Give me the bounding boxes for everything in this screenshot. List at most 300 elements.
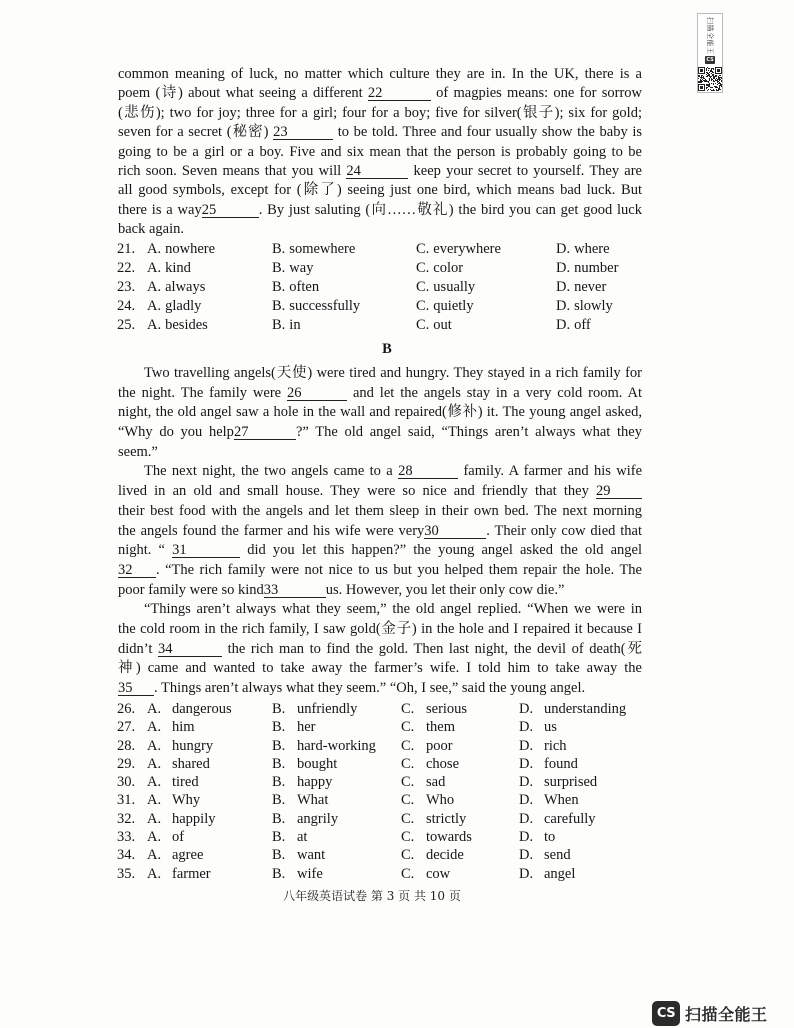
question-option-row [118,316,642,335]
option-letter: A. [147,792,162,809]
option-letter: D. [519,792,534,809]
option-a [147,846,203,864]
option-letter: B. [272,755,286,772]
option-text: always [165,278,206,295]
option-text: successfully [289,297,361,314]
question-option-row [118,737,642,755]
question-option-row [118,240,642,259]
option-c [401,773,445,791]
text-segment: “Things aren’t always what they seem,” the old angel replied. “When we were in [144,601,642,618]
option-c [416,240,501,259]
option-a [147,240,215,259]
option-letter: A. [147,240,162,257]
passage-b-paragraph [118,600,642,698]
passage-b-paragraph [118,364,642,462]
blank-23: 23 [273,125,333,140]
option-letter: D. [556,316,571,333]
option-d [519,865,575,883]
option-text: in [289,316,301,333]
passage-b [118,364,642,699]
option-b [272,828,307,846]
text-segment: seven for a secret (秘密) [118,124,274,141]
option-text: strictly [426,810,467,827]
question-option-row [118,828,642,846]
text-segment: there is a way [118,201,202,218]
option-c [401,865,450,883]
option-text: happy [297,774,333,791]
option-letter: B. [272,701,286,717]
option-letter: B. [272,847,286,864]
option-a [147,316,208,335]
option-text: tired [172,774,199,791]
question-option-row [118,810,642,828]
option-text: sad [426,774,446,791]
text-segment: . “The rich family were not nice to us but you helped them repair the hole. The [156,561,642,578]
option-b [272,718,316,736]
option-d [519,773,597,791]
option-b [272,791,328,809]
option-letter: D. [556,278,571,295]
passage-a-line [118,201,642,220]
option-text: everywhere [433,240,501,257]
option-a [147,297,201,316]
option-letter: D. [519,719,534,736]
question-option-row [118,773,642,791]
passage-b-line [118,423,642,443]
option-letter: C. [416,259,430,276]
option-a [147,791,200,809]
passage-b-line [118,384,642,404]
text-segment: (悲伤); two for joy; three for a girl; four for a boy; five for silver(银子); six for gold; [118,104,642,121]
option-text: kind [165,259,191,276]
option-text: hungry [172,737,214,754]
blank-35: 35 [118,681,154,696]
option-c [416,316,452,335]
option-letter: B. [272,865,286,882]
passage-b-line [118,522,642,542]
option-b [272,773,332,791]
passage-a-line [118,220,642,239]
passage-b-line [118,364,642,384]
blank-29: 29 [596,484,642,499]
page-footer: 八年级英语试卷 第 3 页 共 10 页 [283,889,461,903]
blank-34: 34 [158,642,222,657]
option-letter: A. [147,810,162,827]
text-segment: all good symbols, except for (除了) seeing just one bird, which means bad luck. But [118,182,642,199]
option-letter: D. [556,240,571,257]
option-b [272,737,376,755]
text-segment: night. “ [118,542,173,559]
option-letter: A. [147,829,162,846]
option-c [401,737,453,755]
blank-28: 28 [398,464,458,479]
option-c [401,791,454,809]
passage-b-line [118,659,642,679]
option-letter: C. [401,792,415,809]
passage-b-line [118,502,642,522]
text-segment: their best food with the angels and let them sleep in their own bed. The next morning [118,502,642,519]
option-text: hard-working [297,737,376,754]
option-text: cow [426,865,451,882]
option-text: slowly [574,297,613,314]
passage-a-line [118,162,642,181]
option-a [147,700,232,718]
option-b [272,846,325,864]
option-letter: C. [401,755,415,772]
question-number: 28. [117,737,136,754]
option-letter: B. [272,774,286,791]
option-text: number [574,259,619,276]
option-text: Who [426,792,455,809]
option-text: him [172,719,195,736]
text-segment: to be told. Three and four usually show the baby is [333,124,643,141]
question-option-row [118,755,642,773]
option-text: them [426,719,455,736]
question-number: 21. [117,240,136,257]
option-letter: C. [416,240,430,257]
passage-a-line [118,104,642,123]
option-letter: B. [272,240,286,257]
text-segment: poem (诗) about what seeing a different [118,85,368,102]
option-text: gladly [165,297,202,314]
option-letter: D. [519,701,534,717]
option-letter: D. [519,865,534,882]
question-number: 33. [117,829,136,846]
option-text: towards [426,829,472,846]
option-text: bought [297,755,338,772]
qr-modules [698,67,722,91]
option-c [401,846,464,864]
option-b [272,810,338,828]
scanner-logo-icon: CS [652,1001,680,1026]
text-segment: common meaning of luck, no matter which culture they are in. In the UK, there is a [118,66,642,82]
option-letter: A. [147,297,162,314]
option-letter: C. [416,316,430,333]
question-option-row [118,718,642,736]
option-letter: B. [272,792,286,809]
question-option-row [118,700,642,718]
option-letter: A. [147,774,162,791]
text-segment: the angels found the farmer and his wife were very [118,522,425,539]
text-segment: night, the old angel saw a hole in the wall and repaired(修补) it. The young angel asked, [118,404,642,421]
option-b [272,316,301,335]
option-letter: C. [416,297,430,314]
question-number: 22. [117,259,136,276]
text-segment: the cold room in the rich family, I saw gold(金子) in the hole and I repaired it because I [118,620,642,637]
option-d [556,297,613,316]
question-number: 25. [117,316,136,333]
text-segment: of magpies means: one for sorrow [430,85,642,102]
passage-b-line [118,403,642,423]
question-number: 32. [117,810,136,827]
option-text: When [544,792,579,809]
scanner-app-name: 扫描全能王 [685,1004,768,1024]
option-d [519,737,567,755]
option-text: us [544,719,557,736]
question-number: 29. [117,755,136,772]
option-text: out [433,316,452,333]
option-letter: B. [272,297,286,314]
text-segment: The next night, the two angels came to a [144,463,399,480]
question-number: 24. [117,297,136,314]
text-segment: Two travelling angels(天使) were tired and hungry. They stayed in a rich family for [144,365,642,381]
option-b [272,278,319,297]
option-text: agree [172,847,204,864]
text-segment: family. A farmer and his wife [458,463,643,480]
option-d [556,278,606,297]
option-text: at [297,829,308,846]
passage-a-line [118,181,642,200]
option-letter: D. [519,737,534,754]
option-a [147,828,184,846]
scanner-watermark [652,1000,768,1026]
option-letter: C. [416,278,430,295]
option-letter: A. [147,755,162,772]
blank-32: 32 [118,563,156,578]
option-d [519,810,596,828]
option-letter: B. [272,259,286,276]
option-a [147,259,191,278]
option-text: where [574,240,610,257]
option-text: What [297,792,329,809]
option-letter: C. [401,865,415,882]
question-option-row [118,791,642,809]
option-d [519,755,578,773]
passage-b-line [118,581,642,601]
question-number: 26. [117,701,136,717]
option-text: her [297,719,316,736]
option-letter: D. [519,774,534,791]
option-text: somewhere [289,240,356,257]
passage-a [118,65,642,240]
option-text: unfriendly [297,701,358,717]
passage-b-line [118,462,642,482]
text-segment: keep your secret to yourself. They are [408,162,642,179]
option-letter: A. [147,737,162,754]
option-a [147,737,213,755]
passage-a-line [118,123,642,142]
option-text: to [544,829,556,846]
passage-b-paragraph [118,462,642,600]
text-segment: and let the angels stay in a very cold room. At [347,384,643,401]
passage-b-line [118,541,642,561]
option-letter: D. [519,810,534,827]
option-b [272,259,313,278]
option-a [147,810,216,828]
option-letter: A. [147,316,162,333]
option-d [519,718,557,736]
option-letter: A. [147,719,162,736]
option-c [401,810,466,828]
option-d [519,846,571,864]
scanner-qr-strip [697,13,723,93]
question-number: 23. [117,278,136,295]
option-letter: D. [519,847,534,864]
option-b [272,700,357,718]
option-letter: B. [272,316,286,333]
text-segment: lived in an old and small house. They were so nice and friendly that they [118,483,596,500]
option-text: serious [426,701,468,717]
option-letter: B. [272,737,286,754]
option-text: often [289,278,320,295]
option-text: angrily [297,810,339,827]
option-letter: B. [272,278,286,295]
option-text: decide [426,847,464,864]
option-c [401,700,467,718]
option-text: dangerous [172,701,232,717]
option-text: carefully [544,810,596,827]
option-d [556,259,618,278]
option-a [147,718,195,736]
option-text: quietly [433,297,474,314]
options-21-25 [118,240,642,335]
option-text: poor [426,737,453,754]
option-b [272,755,337,773]
text-segment: the night. The family were [118,384,288,401]
option-text: off [574,316,591,333]
text-segment: . Things aren’t always what they seem.” “Oh, I see,” said the young angel. [154,680,586,696]
passage-b-line [118,620,642,640]
question-option-row [118,846,642,864]
qr-code [698,67,722,91]
option-c [401,755,459,773]
text-segment: did you let this happen?” the young angel asked the old angel [240,542,642,559]
option-letter: B. [272,810,286,827]
text-segment: seem.” [118,443,158,460]
blank-31: 31 [172,543,240,558]
blank-26: 26 [287,386,347,401]
option-letter: D. [556,259,571,276]
passage-b-line [118,679,642,699]
section-b-heading: B [382,341,392,357]
option-text: besides [165,316,208,333]
question-option-row [118,297,642,316]
text-segment: poor family were so kind [118,581,264,598]
text-segment: ?” The old angel said, “Things aren’t always what they [295,424,642,441]
option-a [147,773,199,791]
option-text: angel [544,865,576,882]
text-segment: 神) came and wanted to take away the farmer’s wife. I told him to take away the [118,660,642,677]
passage-a-line [118,84,642,103]
blank-30: 30 [424,524,486,539]
option-text: farmer [172,865,211,882]
text-segment: . By just saluting (向……敬礼) the bird you can get good luck [258,201,642,218]
text-segment: back again. [118,221,185,238]
passage-a-line [118,143,642,162]
option-c [401,718,455,736]
option-c [416,297,474,316]
blank-22: 22 [368,86,431,101]
option-text: color [433,259,464,276]
text-segment: us. However, you let their only cow die.” [325,581,565,598]
option-text: shared [172,755,210,772]
question-number: 35. [117,865,136,882]
passage-b-line [118,600,642,620]
options-26-35 [118,700,642,883]
text-segment: the rich man to find the gold. Then last night, the devil of death(死 [221,640,643,657]
option-text: send [544,847,571,864]
option-text: rich [544,737,567,754]
passage-a-line [118,65,642,84]
option-letter: B. [272,829,286,846]
option-d [519,700,626,718]
option-letter: A. [147,259,162,276]
passage-b-line [118,443,642,463]
option-a [147,755,210,773]
option-letter: D. [519,829,534,846]
passage-b-line [118,482,642,502]
text-segment: didn’t [118,640,158,657]
option-text: never [574,278,607,295]
option-letter: C. [401,737,415,754]
text-segment: rich soon. Seven means that you will [118,162,347,179]
question-option-row [118,278,642,297]
text-segment: going to be a girl or a boy. Five and six mean that the person is probably going to be [118,143,642,160]
option-d [519,791,579,809]
blank-33: 33 [264,583,326,598]
option-letter: C. [401,701,415,717]
option-letter: A. [147,278,162,295]
text-segment: . Their only cow died that [486,522,643,539]
question-number: 30. [117,774,136,791]
option-text: of [172,829,185,846]
option-letter: B. [272,719,286,736]
blank-24: 24 [346,164,408,179]
blank-25: 25 [202,203,259,218]
option-c [401,828,472,846]
option-letter: C. [401,847,415,864]
option-text: found [544,755,578,772]
text-segment: “Why do you help [118,424,234,441]
question-number: 34. [117,847,136,864]
question-option-row [118,259,642,278]
option-b [272,297,360,316]
question-number: 31. [117,792,136,809]
option-text: surprised [544,774,598,791]
option-c [416,278,475,297]
option-letter: D. [556,297,571,314]
option-text: way [289,259,314,276]
option-text: understanding [544,701,627,717]
option-text: nowhere [165,240,216,257]
option-letter: A. [147,847,162,864]
option-letter: C. [401,810,415,827]
scanner-vertical-label: 扫描全能王 [706,17,714,55]
question-option-row [118,865,642,883]
option-a [147,278,205,297]
option-letter: D. [519,755,534,772]
option-b [272,240,355,259]
option-c [416,259,463,278]
option-a [147,865,211,883]
option-letter: C. [401,774,415,791]
option-b [272,865,323,883]
option-letter: C. [401,829,415,846]
passage-b-line [118,640,642,660]
option-text: chose [426,755,460,772]
option-text: want [297,847,326,864]
option-d [556,240,610,259]
passage-b-line [118,561,642,581]
option-letter: C. [401,719,415,736]
option-text: Why [172,792,201,809]
blank-27: 27 [234,425,296,440]
question-number: 27. [117,719,136,736]
option-d [556,316,591,335]
option-letter: A. [147,701,162,717]
option-text: usually [433,278,476,295]
option-text: wife [297,865,323,882]
